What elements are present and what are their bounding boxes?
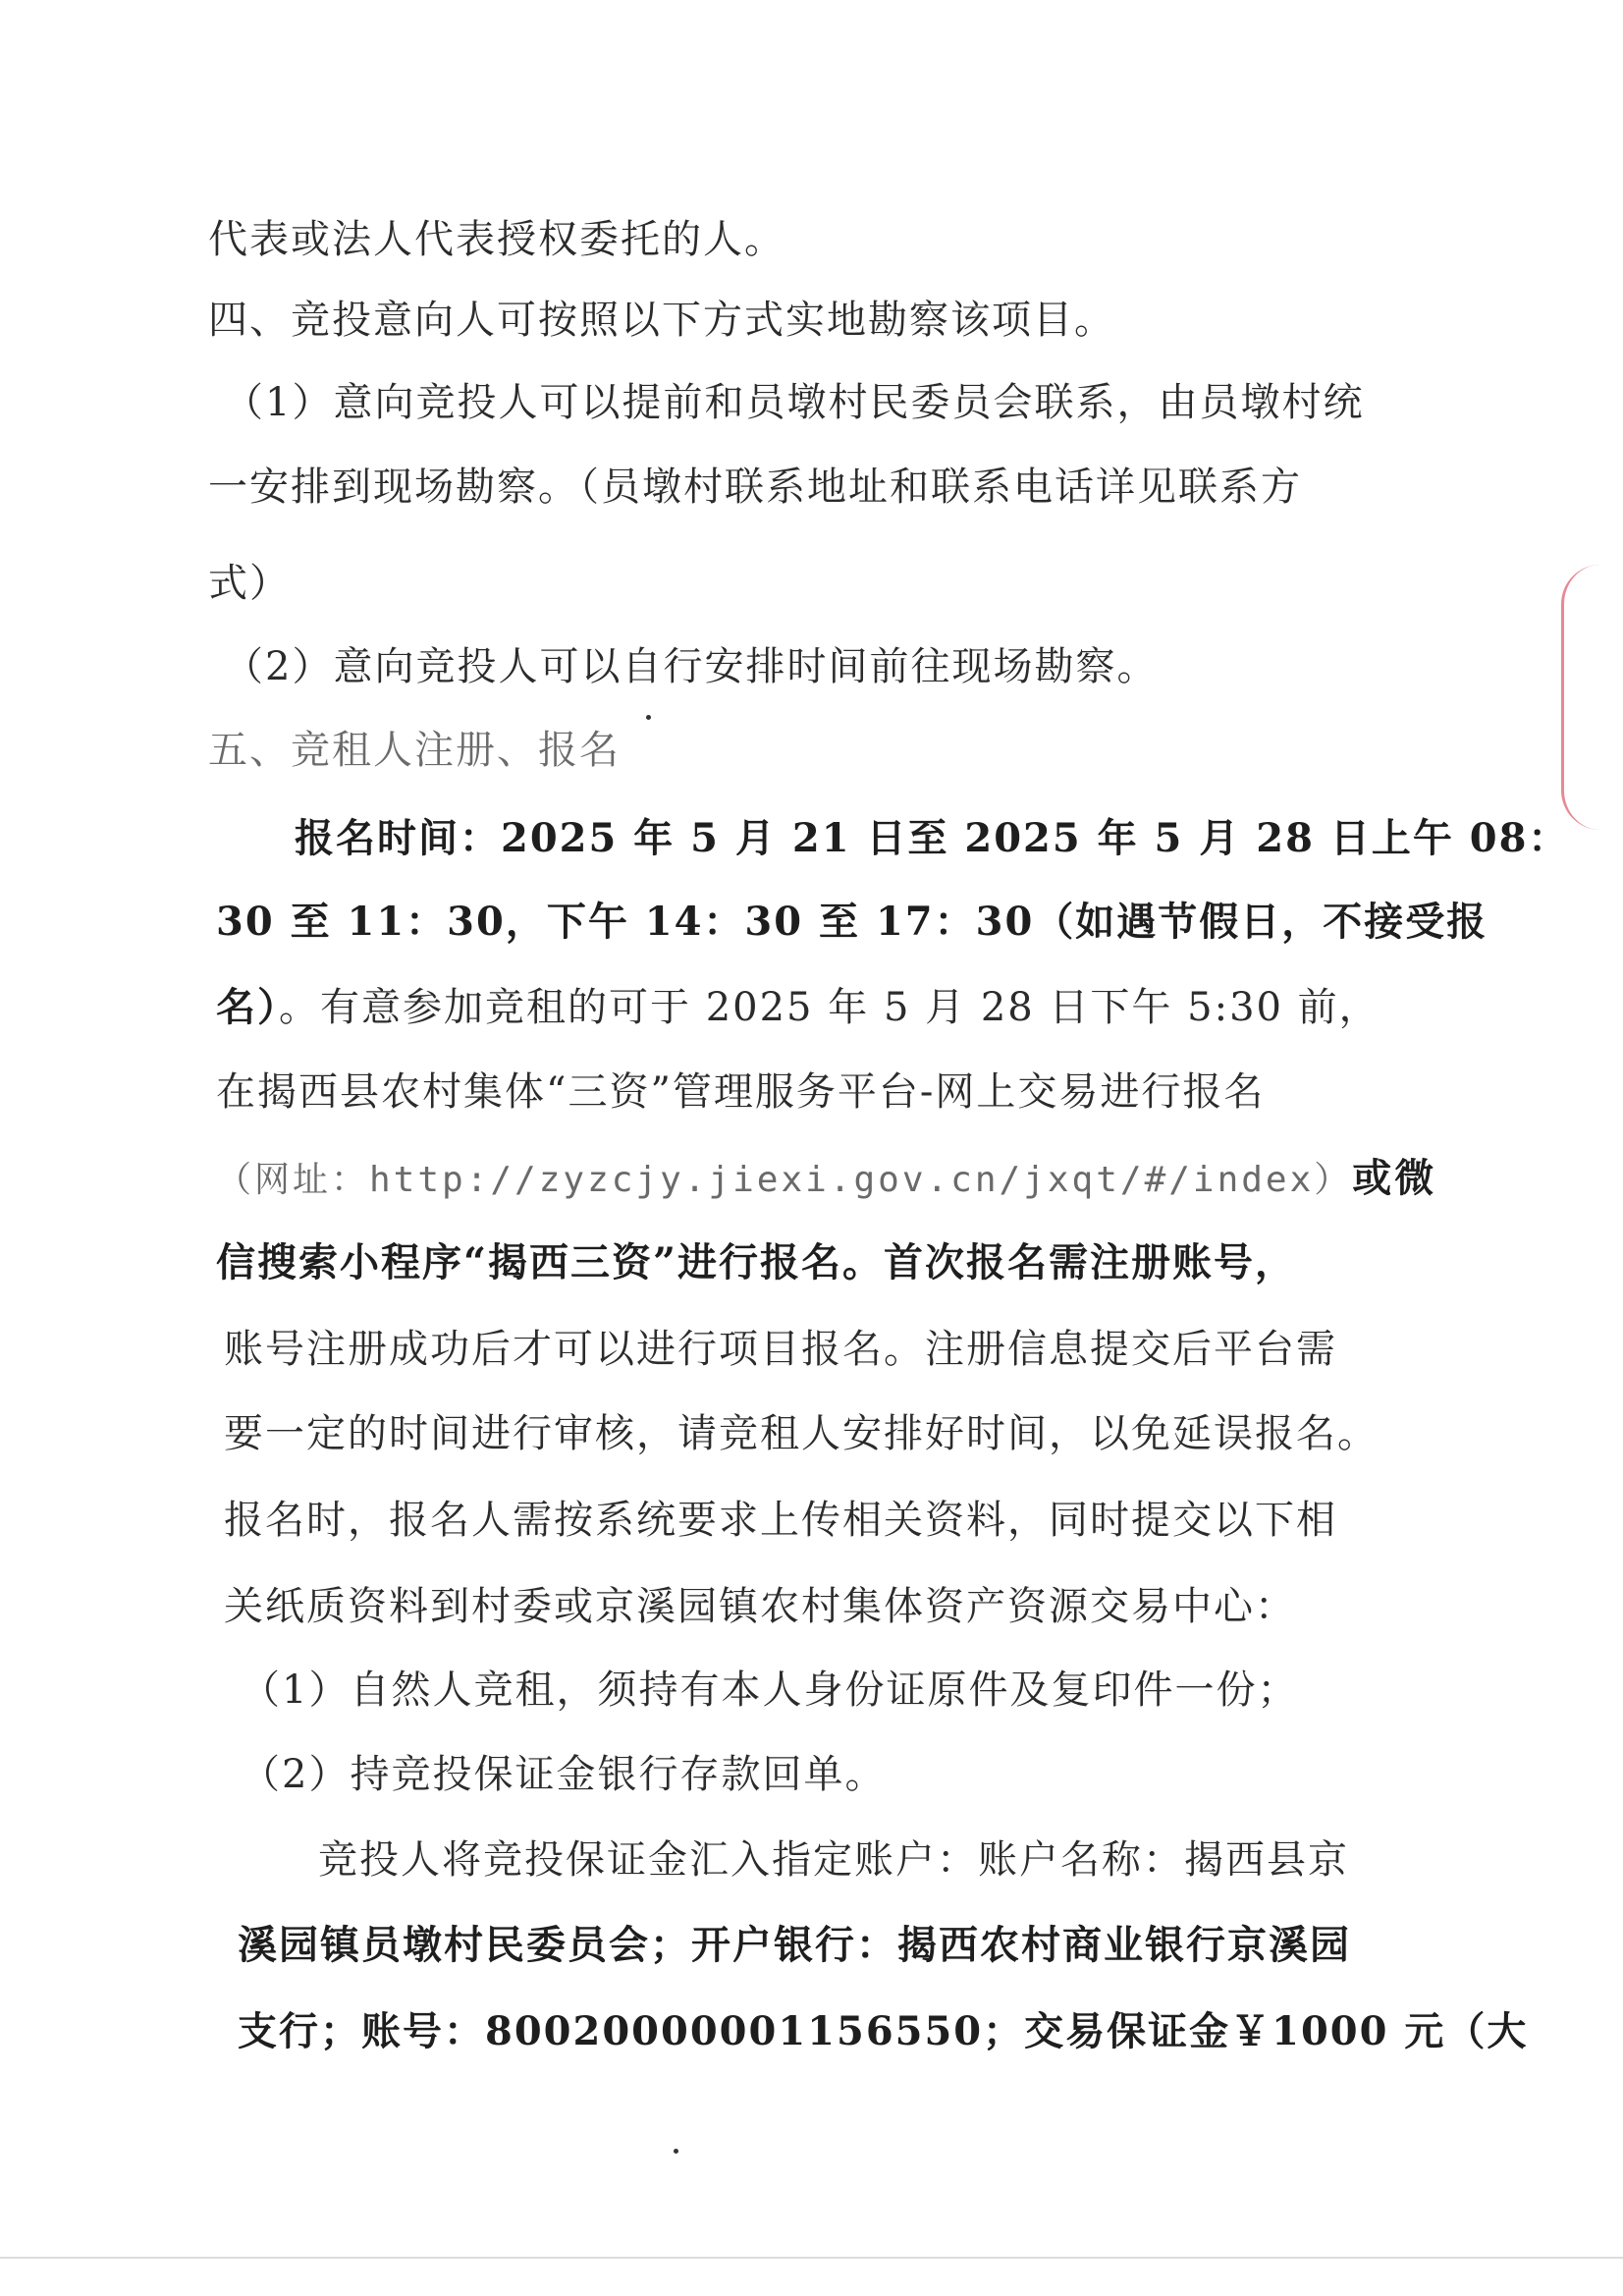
text-line (216, 1155, 1436, 1204)
text-line: （2）意向竞投人可以自行安排时间前往现场勘察。 (224, 644, 1159, 689)
text-line: 关纸质资料到村委或京溪园镇农村集体资产资源交易中心： (224, 1584, 1296, 1629)
text-fragment: 或微 (1352, 1155, 1437, 1201)
text-line: 报名时间：2025 年 5 月 21 日至 2025 年 5 月 28 日上午 08： (295, 815, 1570, 861)
text-line (216, 984, 1380, 1031)
text-line: （1）意向竞投人可以提前和员墩村民委员会联系，由员墩村统 (224, 380, 1365, 425)
text-fragment: （网址：http://zyzcjy.jiexi.gov.cn/jxqt/#/index） (216, 1160, 1353, 1200)
text-line: 信搜索小程序“揭西三资”进行报名。首次报名需注册账号， (216, 1239, 1297, 1285)
text-line: 报名时，报名人需按系统要求上传相关资料，同时提交以下相 (224, 1498, 1337, 1543)
text-line: 竞投人将竞投保证金汇入指定账户：账户名称：揭西县京 (318, 1837, 1349, 1883)
speck (646, 715, 651, 720)
text-line: （2）持竞投保证金银行存款回单。 (241, 1752, 887, 1797)
text-fragment: 名） (216, 984, 279, 1030)
red-seal-edge (1561, 565, 1607, 830)
text-line: 代表或法人代表授权委托的人。 (208, 217, 785, 262)
speck (674, 2149, 678, 2154)
text-line: 要一定的时间进行审核，请竞租人安排好时间，以免延误报名。 (224, 1411, 1379, 1456)
text-line: 式） (208, 561, 291, 606)
text-line: 支行；账号：80020000001156550；交易保证金￥1000 元（大 (238, 2008, 1529, 2054)
text-line: 一安排到现场勘察。（员墩村联系地址和联系电话详见联系方 (208, 465, 1302, 510)
section-heading: 四、竞投意向人可按照以下方式实地勘察该项目。 (208, 298, 1115, 343)
text-line: 30 至 11：30，下午 14：30 至 17：30（如遇节假日，不接受报 (216, 899, 1488, 945)
text-line: （1）自然人竞租，须持有本人身份证原件及复印件一份； (241, 1667, 1299, 1713)
page-edge-line (0, 2257, 1623, 2259)
text-line: 账号注册成功后才可以进行项目报名。注册信息提交后平台需 (224, 1327, 1337, 1372)
text-line: 在揭西县农村集体“三资”管理服务平台-网上交易进行报名 (216, 1069, 1266, 1115)
text-fragment: 。有意参加竞租的可于 2025 年 5 月 28 日下午 5:30 前， (279, 985, 1380, 1030)
text-line: 溪园镇员墩村民委员会；开户银行：揭西农村商业银行京溪园 (238, 1922, 1351, 1968)
section-heading: 五、竞租人注册、报名 (208, 728, 621, 773)
